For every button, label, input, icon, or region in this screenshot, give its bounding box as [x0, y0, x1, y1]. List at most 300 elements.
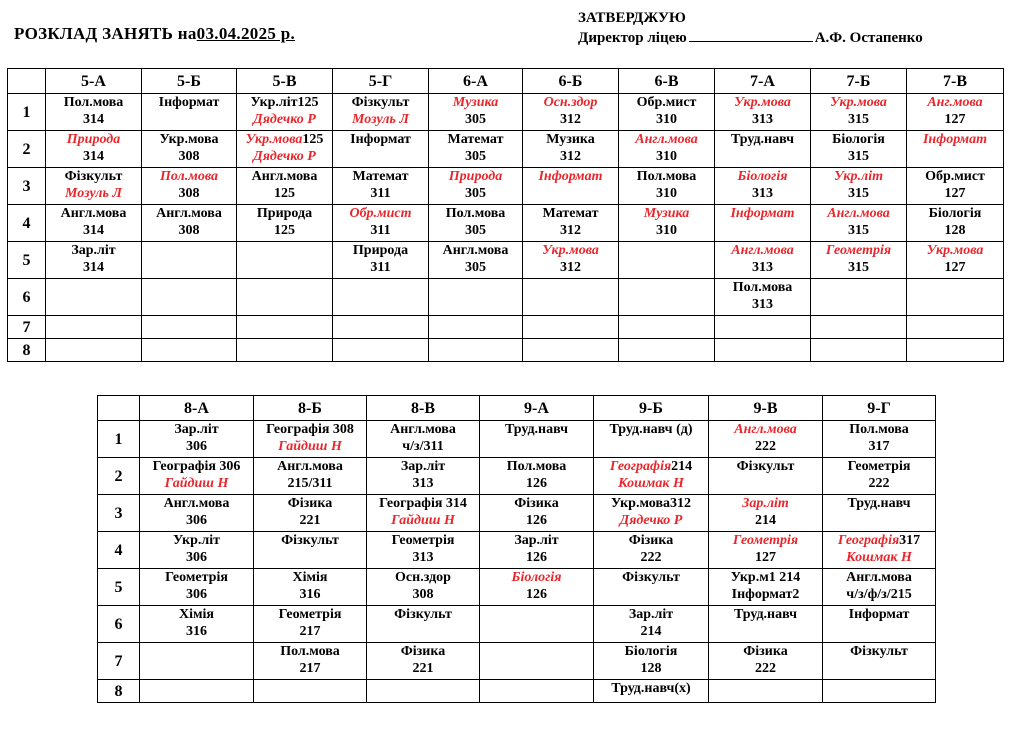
subject-line: [333, 205, 428, 222]
subject-line: [715, 168, 810, 185]
lesson-cell: [254, 532, 367, 569]
subject-line: [823, 421, 935, 438]
detail-line: 308: [412, 587, 434, 602]
detail-line: 126: [526, 476, 547, 491]
detail-line: 214: [755, 513, 776, 528]
detail-line: 305: [465, 186, 486, 201]
subject-line: [709, 532, 822, 549]
lesson-row: [8, 94, 1004, 131]
subject: Англ.мова: [635, 132, 698, 147]
subject: Інформат: [350, 132, 411, 147]
lesson-cell: [367, 532, 480, 569]
subject: Географія: [609, 459, 672, 474]
lesson-cell: [619, 168, 715, 205]
subject-line: [823, 458, 935, 475]
lesson-cell: [594, 680, 709, 703]
subject: Труд.навч: [504, 422, 569, 437]
subject: Геометрія: [391, 533, 455, 548]
lesson-cell: [254, 643, 367, 680]
detail-line: Мозуль Л: [352, 112, 409, 127]
subject-line: [823, 643, 935, 660]
subject: Англ.мова: [442, 243, 509, 258]
class-header: 6-Б: [523, 69, 619, 94]
lesson-cell: [811, 316, 907, 339]
subject: Зар.літ: [628, 607, 674, 622]
detail-line: 315: [848, 186, 869, 201]
subject-line: [46, 242, 141, 259]
subject-line: [480, 532, 593, 549]
lesson-cell: [709, 643, 823, 680]
subject: Осн.здор: [395, 570, 451, 585]
lesson-cell: [142, 205, 237, 242]
subject: Геометрія: [732, 533, 799, 548]
subject-line: [480, 458, 593, 475]
subject: Англ.мова: [731, 243, 794, 258]
lesson-cell: [367, 495, 480, 532]
lesson-cell: [715, 242, 811, 279]
subject-line: [367, 606, 479, 623]
lesson-cell: [254, 458, 367, 495]
detail-line: 305: [465, 223, 486, 238]
header-row: [8, 69, 1004, 94]
class-header: 8-В: [367, 396, 480, 421]
class-header: 9-Б: [594, 396, 709, 421]
lesson-cell: [142, 94, 237, 131]
lesson-cell: [429, 205, 523, 242]
detail-line: 221: [412, 661, 434, 676]
lesson-cell: [254, 495, 367, 532]
subject-line: [811, 94, 906, 111]
lesson-cell: [480, 606, 594, 643]
subject: Геометрія: [165, 570, 228, 585]
subject: Пол.мова: [63, 95, 124, 110]
class-header: 9-А: [480, 396, 594, 421]
detail-line: 308: [178, 149, 200, 164]
subject-line: [811, 168, 906, 185]
lesson-cell: [333, 168, 429, 205]
lesson-cell: [480, 458, 594, 495]
corner-cell: [98, 396, 140, 421]
corner-cell: [8, 69, 46, 94]
detail-line: Інформат2: [731, 587, 800, 602]
lesson-cell: [811, 131, 907, 168]
lesson-cell: [237, 94, 333, 131]
lesson-number: 4: [98, 532, 140, 569]
lesson-cell: [907, 279, 1004, 316]
detail-line: 222: [640, 550, 662, 565]
lesson-row: [8, 168, 1004, 205]
subject-line: [594, 569, 708, 586]
lesson-number: 4: [8, 205, 46, 242]
lesson-cell: [523, 131, 619, 168]
subject: Природа: [66, 132, 121, 147]
subject-line: [333, 94, 428, 111]
lesson-cell: [619, 94, 715, 131]
lesson-cell: [429, 242, 523, 279]
lesson-cell: [811, 279, 907, 316]
lesson-cell: [46, 168, 142, 205]
lesson-cell: [907, 168, 1004, 205]
subject: Пол.мова: [849, 422, 909, 437]
detail-line: Гайдиш Н: [164, 476, 229, 491]
lesson-row: [8, 242, 1004, 279]
lesson-number: 5: [8, 242, 46, 279]
subject: Англ.мова: [163, 496, 230, 511]
subject-line: [594, 458, 708, 475]
room: 317: [899, 533, 921, 548]
class-header: 9-Г: [823, 396, 936, 421]
subject: Природа: [352, 243, 409, 258]
director-label: Директор ліцею: [578, 30, 687, 46]
subject-line: [715, 205, 810, 222]
detail-line: 221: [299, 513, 321, 528]
lesson-cell: [823, 606, 936, 643]
detail-line: 127: [944, 186, 966, 201]
detail-line: 305: [465, 260, 486, 275]
lesson-cell: [237, 205, 333, 242]
lesson-cell: [709, 532, 823, 569]
class-header: 8-А: [140, 396, 254, 421]
subject-line: [715, 279, 810, 296]
subject-line: [429, 205, 522, 222]
detail-line: 127: [755, 550, 776, 565]
subject: Укр.мова: [159, 132, 219, 147]
subject-line: [823, 532, 935, 549]
detail-line: 214: [640, 624, 662, 639]
lesson-cell: [823, 421, 936, 458]
subject-line: [333, 131, 428, 148]
detail-line: ч/з/ф/з/215: [846, 587, 912, 602]
subject-line: [333, 168, 428, 185]
detail-line: 128: [640, 661, 662, 676]
subject-line: [367, 569, 479, 586]
lesson-cell: [46, 279, 142, 316]
lesson-number: 1: [98, 421, 140, 458]
lesson-row: [98, 532, 936, 569]
lesson-cell: [907, 316, 1004, 339]
detail-line: Гайдиш Н: [278, 439, 342, 454]
subject: Зар.літ: [400, 459, 446, 474]
class-header: 7-В: [907, 69, 1004, 94]
lesson-cell: [709, 458, 823, 495]
subject-line: [367, 421, 479, 438]
class-header: 9-В: [709, 396, 823, 421]
subject-line: [523, 94, 618, 111]
class-header: 6-В: [619, 69, 715, 94]
approval-block: [578, 8, 923, 48]
lesson-cell: [907, 131, 1004, 168]
lesson-row: [8, 205, 1004, 242]
detail-line: 217: [299, 661, 321, 676]
subject-line: [254, 569, 366, 586]
detail-line: 310: [656, 112, 677, 127]
subject: Інформат: [730, 206, 795, 221]
lesson-cell: [523, 279, 619, 316]
subject-line: [709, 643, 822, 660]
subject-line: [715, 131, 810, 148]
detail-line: 313: [752, 260, 773, 275]
lesson-row: [8, 339, 1004, 362]
class-header: 7-А: [715, 69, 811, 94]
lesson-cell: [907, 339, 1004, 362]
class-header: 5-А: [46, 69, 142, 94]
subject: Геометрія: [278, 607, 342, 622]
lesson-cell: [811, 205, 907, 242]
subject: Хімія: [292, 570, 328, 585]
lesson-row: [98, 421, 936, 458]
subject: Укр.мова312: [610, 496, 692, 511]
subject: Географія 308: [266, 422, 354, 437]
subject: Фізкульт: [622, 570, 680, 585]
lesson-cell: [367, 606, 480, 643]
subject: Інформат: [538, 169, 603, 184]
lesson-cell: [140, 495, 254, 532]
subject: Фізика: [514, 496, 559, 511]
subject: Фізкульт: [736, 459, 795, 474]
detail-line: 305: [465, 112, 486, 127]
detail-line: 126: [526, 587, 547, 602]
subject-line: [367, 643, 479, 660]
lesson-cell: [823, 458, 936, 495]
lesson-cell: [523, 339, 619, 362]
detail-line: 127: [944, 260, 966, 275]
lesson-cell: [823, 569, 936, 606]
subject: Географія 306: [152, 459, 241, 474]
lesson-cell: [480, 680, 594, 703]
subject: Музика: [643, 206, 690, 221]
subject-line: [367, 458, 479, 475]
lesson-cell: [140, 421, 254, 458]
lesson-cell: [237, 339, 333, 362]
lesson-cell: [237, 168, 333, 205]
subject: Осн.здор: [543, 95, 598, 110]
lesson-cell: [367, 643, 480, 680]
lesson-row: [8, 316, 1004, 339]
lesson-cell: [333, 316, 429, 339]
lesson-cell: [715, 168, 811, 205]
subject-line: [254, 458, 366, 475]
director-line: [578, 28, 923, 48]
detail-line: 314: [83, 149, 104, 164]
lesson-cell: [367, 569, 480, 606]
lesson-cell: [333, 279, 429, 316]
subject: Математ: [542, 206, 599, 221]
subject-line: [429, 168, 522, 185]
subject-line: [142, 94, 236, 111]
director-name: А.Ф. Остапенко: [814, 30, 923, 46]
subject-line: [709, 458, 822, 475]
lesson-cell: [480, 643, 594, 680]
subject-line: [619, 94, 714, 111]
lesson-number: 6: [8, 279, 46, 316]
subject: Укр.літ125: [250, 95, 319, 110]
subject: Інформат: [922, 132, 988, 147]
lesson-cell: [709, 680, 823, 703]
lesson-cell: [811, 339, 907, 362]
detail-line: 314: [83, 260, 104, 275]
subject-line: [709, 421, 822, 438]
detail-line: 313: [752, 112, 773, 127]
lesson-row: [98, 680, 936, 703]
subject: Англ.мова: [734, 422, 797, 437]
subject-line: [140, 421, 253, 438]
subject: Англ.мова: [827, 206, 890, 221]
subject: Геометрія: [847, 459, 911, 474]
subject: Музика: [546, 132, 595, 147]
room: 125: [302, 132, 324, 147]
lesson-cell: [594, 421, 709, 458]
room: 214: [671, 459, 693, 474]
detail-line: 308: [178, 223, 200, 238]
lesson-cell: [237, 131, 333, 168]
lesson-cell: [823, 643, 936, 680]
subject: Географія: [837, 533, 900, 548]
subject: Інформат: [158, 95, 220, 110]
lesson-cell: [333, 131, 429, 168]
lesson-cell: [46, 94, 142, 131]
subject-line: [480, 421, 593, 438]
lesson-number: 8: [98, 680, 140, 703]
subject: Труд.навч(х): [611, 681, 691, 696]
subject-line: [254, 643, 366, 660]
subject-line: [594, 643, 708, 660]
lesson-number: 8: [8, 339, 46, 362]
subject: Фізика: [628, 533, 674, 548]
lesson-cell: [429, 94, 523, 131]
subject: Укр.літ: [834, 169, 883, 184]
lesson-cell: [367, 458, 480, 495]
detail-line: ч/з/311: [402, 439, 444, 454]
lesson-cell: [46, 131, 142, 168]
subject: Фізкульт: [394, 607, 452, 622]
subject-line: [46, 131, 141, 148]
subject: Обр.мист: [925, 169, 985, 184]
lesson-cell: [594, 458, 709, 495]
subject: Математ: [352, 169, 409, 184]
lesson-cell: [907, 94, 1004, 131]
subject-line: [523, 242, 618, 259]
subject: Зар.літ: [174, 422, 219, 437]
lesson-cell: [237, 316, 333, 339]
subject-line: [237, 205, 332, 222]
detail-line: 311: [370, 223, 391, 238]
subject-line: [140, 606, 253, 623]
subject: Англ.мова: [156, 206, 222, 221]
subject: Укр.мова: [734, 95, 791, 110]
subject-line: [523, 131, 618, 148]
subject-line: [140, 495, 253, 512]
subject: Інформат: [848, 607, 910, 622]
detail-line: 222: [755, 439, 776, 454]
detail-line: 312: [560, 112, 581, 127]
lesson-cell: [140, 458, 254, 495]
subject: Обр.мист: [636, 95, 697, 110]
subject-line: [46, 168, 141, 185]
class-header: 6-А: [429, 69, 523, 94]
lesson-cell: [140, 569, 254, 606]
lesson-cell: [140, 680, 254, 703]
page-title: [14, 24, 295, 44]
lesson-cell: [709, 495, 823, 532]
subject: Музика: [452, 95, 499, 110]
lesson-cell: [619, 339, 715, 362]
lesson-cell: [429, 339, 523, 362]
class-header: 5-Б: [142, 69, 237, 94]
class-header: 8-Б: [254, 396, 367, 421]
subject-line: [907, 94, 1003, 111]
subject-line: [823, 495, 935, 512]
subject-line: [429, 131, 522, 148]
lesson-row: [98, 458, 936, 495]
subject: Фізика: [743, 644, 788, 659]
detail-line: 316: [299, 587, 321, 602]
lesson-row: [98, 495, 936, 532]
lesson-row: [8, 279, 1004, 316]
subject-line: [333, 242, 428, 259]
subject-line: [811, 131, 906, 148]
lesson-cell: [811, 242, 907, 279]
detail-line: 315: [848, 260, 869, 275]
subject: Біологія: [737, 169, 788, 184]
subject-line: [709, 495, 822, 512]
class-header: 5-В: [237, 69, 333, 94]
detail-line: Дядечко Р: [619, 513, 683, 528]
schedule-table-grades-8-9: [97, 395, 936, 703]
subject: Пол.мова: [506, 459, 567, 474]
detail-line: 215/311: [287, 476, 333, 491]
detail-line: 315: [848, 149, 869, 164]
header-row: [98, 396, 936, 421]
detail-line: 311: [370, 186, 391, 201]
lesson-cell: [594, 532, 709, 569]
detail-line: 315: [848, 223, 869, 238]
lesson-cell: [823, 495, 936, 532]
detail-line: 313: [412, 550, 434, 565]
subject-line: [715, 242, 810, 259]
subject: Зар.літ: [71, 243, 116, 258]
lesson-cell: [619, 131, 715, 168]
lesson-cell: [709, 569, 823, 606]
lesson-number: 7: [8, 316, 46, 339]
lesson-cell: [523, 205, 619, 242]
subject-line: [907, 242, 1003, 259]
lesson-cell: [333, 242, 429, 279]
subject-line: [594, 680, 708, 697]
detail-line: 312: [560, 149, 581, 164]
lesson-cell: [429, 131, 523, 168]
subject: Зар.літ: [742, 496, 789, 511]
detail-line: 317: [868, 439, 890, 454]
lesson-cell: [429, 279, 523, 316]
subject-line: [907, 205, 1003, 222]
lesson-cell: [823, 680, 936, 703]
detail-line: 126: [526, 513, 547, 528]
title-text: РОЗКЛАД ЗАНЯТЬ на: [14, 24, 197, 43]
subject: Математ: [447, 132, 504, 147]
subject-line: [619, 131, 714, 148]
subject-line: [140, 532, 253, 549]
detail-line: 313: [752, 297, 773, 312]
lesson-number: 2: [8, 131, 46, 168]
detail-line: 310: [656, 186, 677, 201]
lesson-cell: [811, 94, 907, 131]
lesson-cell: [715, 339, 811, 362]
lesson-cell: [709, 606, 823, 643]
detail-line: 222: [868, 476, 890, 491]
subject: Труд.навч: [730, 132, 795, 147]
subject-line: [594, 532, 708, 549]
signature-line: [689, 29, 813, 42]
